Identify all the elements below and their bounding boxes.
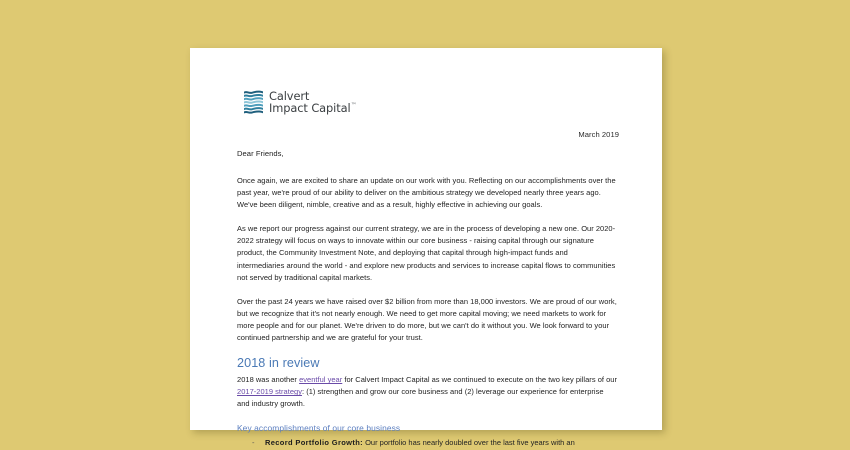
calvert-wave-mark-icon — [244, 90, 263, 115]
section-intro-text-2: for Calvert Impact Capital as we continued to execute on the two key pillars of our — [342, 375, 617, 385]
letter-paragraph-1: Once again, we are excited to share an update on our work with you. Reflecting on our accomplishments over the past year, we're proud of our ability to deliver on the ambitious strategy we developed nearly three years ago. We've been diligent, nimble, creative and as a result, highly effective in achieving our goals. — [237, 176, 616, 210]
letter-page — [190, 48, 662, 448]
trademark-symbol: ™ — [350, 101, 357, 109]
eventful-year-link[interactable]: eventful year — [299, 375, 343, 385]
section-intro-text-3: : (1) strengthen and grow our core business and (2) leverage our experience for enterprise and industry growth. — [237, 387, 604, 409]
bullet-lead-label: Record Portfolio Growth: — [265, 438, 363, 448]
bullet-body-text: Our portfolio has nearly doubled over the last five years with an — [362, 438, 575, 448]
page-content-area — [237, 48, 622, 448]
calvert-impact-capital-logo — [244, 90, 356, 115]
letter-paragraph-3: Over the past 24 years we have raised over $2 billion from more than 18,000 investors. We are proud of our work, but we recognize that it's not nearly enough. We need to get more capital moving; we need markets to work for more people and for our planet. We're driven to do more, but we can't do it without you. We look forward to your continued partnership and we are grateful for your trust. — [237, 296, 617, 343]
letter-paragraph-2: As we report our progress against our current strategy, we are in the process of developing a new one. Our 2020-2022 strategy will focus on ways to innovate within our core business - raising capital through our signature product, the Community Investment Note, and deploying that capital through high-impact funds and intermediaries around the world - and explore new products and services to increase capital flows to communities not served by traditional capital markets. — [237, 224, 616, 282]
section-intro-text-1: 2018 was another — [237, 375, 300, 385]
letter-body — [237, 149, 617, 450]
section-intro-paragraph — [237, 374, 617, 410]
subsection-heading-key-accomplishments: Key accomplishments of our core business — [237, 423, 401, 434]
logo-wordmark — [269, 88, 357, 115]
letter-salutation: Dear Friends, — [237, 149, 284, 158]
logo-wordmark-line2: Impact Capital™ — [269, 100, 357, 115]
logo-wordmark-line1: Calvert — [269, 88, 310, 103]
strategy-2017-2019-link[interactable]: 2017-2019 strategy — [237, 387, 302, 397]
section-heading-2018-in-review: 2018 in review — [237, 356, 320, 371]
letter-date: March 2019 — [578, 130, 619, 139]
list-item — [265, 437, 617, 449]
accomplishments-list — [237, 437, 617, 449]
